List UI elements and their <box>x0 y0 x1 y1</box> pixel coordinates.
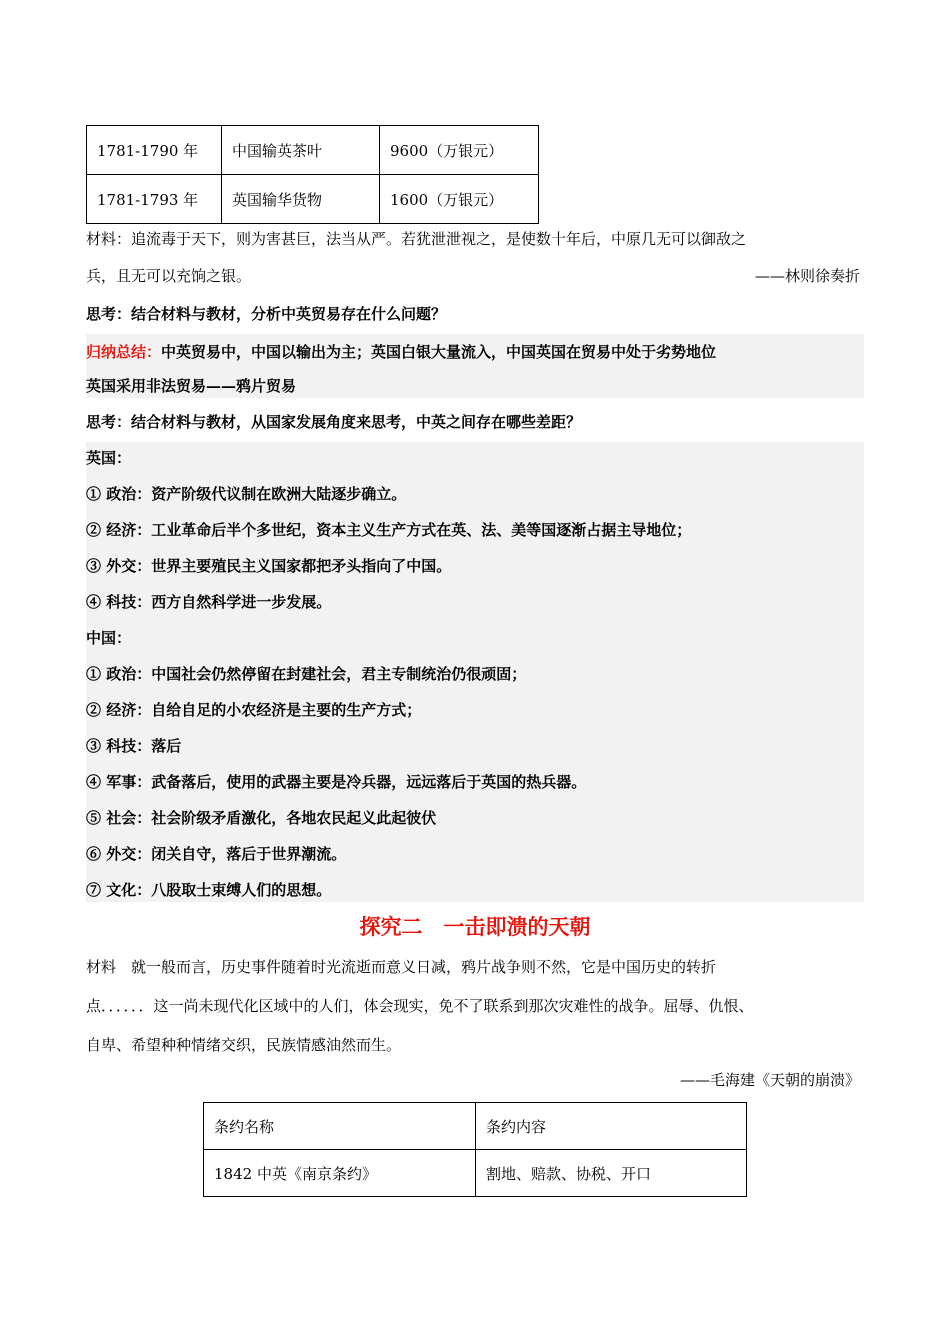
china-item: ② 经济：自给自足的小农经济是主要的生产方式； <box>86 701 422 719</box>
china-title: 中国： <box>86 629 132 647</box>
britain-item: ④ 科技：西方自然科学进一步发展。 <box>86 593 332 611</box>
table-cell: 中国输英茶叶 <box>222 126 380 175</box>
britain-title: 英国： <box>86 449 132 467</box>
material2-line1: 材料 就一般而言，历史事件随着时光流逝而意义日减，鸦片战争则不然，它是中国历史的转折 <box>86 958 717 976</box>
section-heading: 探究二 一击即溃的天朝 <box>359 914 591 939</box>
material1-source: ——林则徐奏折 <box>754 267 860 285</box>
china-item: ③ 科技：落后 <box>86 737 182 755</box>
question1: 思考：结合材料与教材，分析中英贸易存在什么问题？ <box>86 305 447 323</box>
table-row <box>87 175 539 224</box>
table-row <box>204 1150 747 1197</box>
table-cell: 1600（万银元） <box>380 175 539 224</box>
table-cell: 9600（万银元） <box>380 126 539 175</box>
table-cell: 1781-1790 年 <box>87 126 222 175</box>
table-row <box>87 126 539 175</box>
britain-item: ③ 外交：世界主要殖民主义国家都把矛头指向了中国。 <box>86 557 452 575</box>
summary-label: 归纳总结： <box>86 343 162 361</box>
material2-line2: 点．．．．．．这一尚未现代化区域中的人们，体会现实，免不了联系到那次灾难性的战争。屈辱、仇恨、 <box>86 997 754 1015</box>
britain-item: ② 经济：工业革命后半个多世纪，资本主义生产方式在英、法、美等国逐渐占据主导地位； <box>86 521 692 539</box>
table-cell: 英国输华货物 <box>222 175 380 224</box>
china-item: ④ 军事：武备落后，使用的武器主要是冷兵器，远远落后于英国的热兵器。 <box>86 773 587 791</box>
table-header: 条约内容 <box>476 1103 747 1150</box>
material2-source: ——毛海建《天朝的崩溃》 <box>679 1071 860 1089</box>
table-header-row <box>204 1103 747 1150</box>
summary-line2: 英国采用非法贸易——鸦片贸易 <box>86 377 297 395</box>
trade-table <box>86 125 539 224</box>
china-item: ⑦ 文化：八股取士束缚人们的思想。 <box>86 881 332 899</box>
material2-line3: 自卑、希望种种情绪交织，民族情感油然而生。 <box>86 1036 402 1054</box>
treaty-table <box>203 1102 747 1197</box>
table-cell: 割地、赔款、协税、开口 <box>476 1150 747 1197</box>
table-cell: 1842 中英《南京条约》 <box>204 1150 476 1197</box>
material1-line1: 材料：追流毒于天下，则为害甚巨，法当从严。若犹泄泄视之，是使数十年后，中原几无可以御敌之 <box>86 230 747 248</box>
question2: 思考：结合材料与教材，从国家发展角度来思考，中英之间存在哪些差距？ <box>86 413 582 431</box>
material1-line2: 兵，且无可以充饷之银。 <box>86 267 252 285</box>
china-item: ⑥ 外交：闭关自守，落后于世界潮流。 <box>86 845 347 863</box>
china-item: ① 政治：中国社会仍然停留在封建社会，君主专制统治仍很顽固； <box>86 665 527 683</box>
table-header: 条约名称 <box>204 1103 476 1150</box>
summary-line1 <box>86 342 716 362</box>
table-cell: 1781-1793 年 <box>87 175 222 224</box>
summary-text: 中英贸易中，中国以输出为主；英国白银大量流入，中国英国在贸易中处于劣势地位 <box>161 343 717 361</box>
britain-item: ① 政治：资产阶级代议制在欧洲大陆逐步确立。 <box>86 485 407 503</box>
china-item: ⑤ 社会：社会阶级矛盾激化，各地农民起义此起彼伏 <box>86 809 437 827</box>
